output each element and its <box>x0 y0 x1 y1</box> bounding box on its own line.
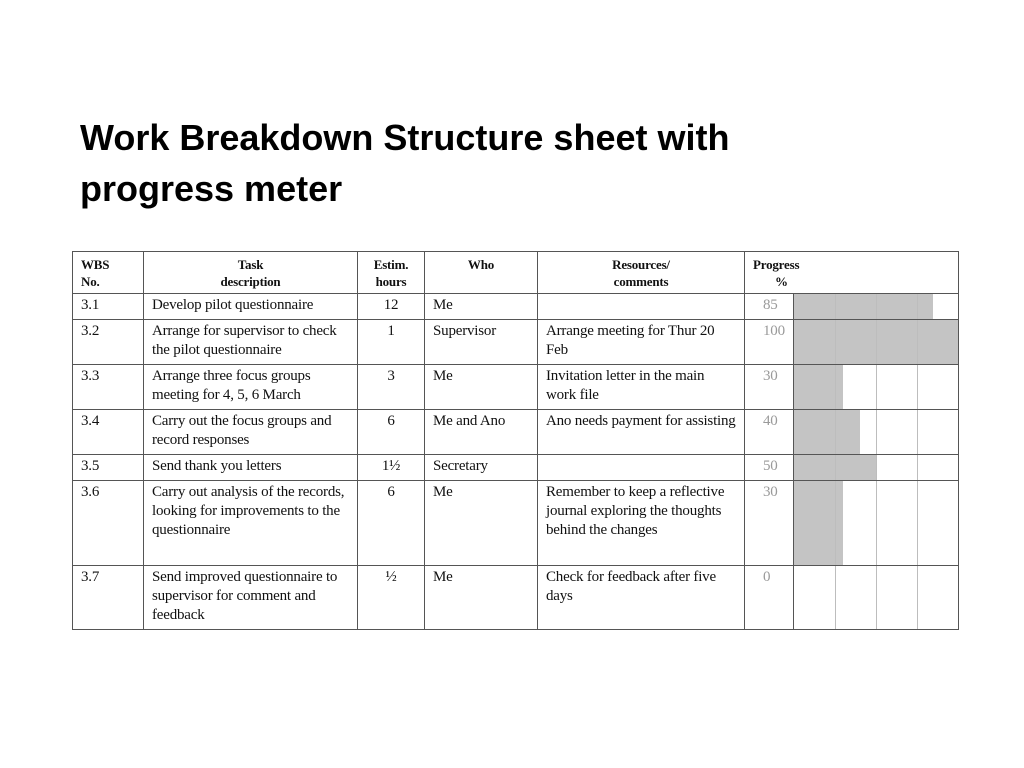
meter-gridline <box>876 320 877 364</box>
cell-progress-percent: 30 <box>745 365 794 410</box>
cell-resources <box>538 294 745 320</box>
cell-who: Me and Ano <box>425 410 538 455</box>
cell-resources: Check for feedback after five days <box>538 566 745 630</box>
meter-gridline <box>835 320 836 364</box>
cell-task: Develop pilot questionnaire <box>144 294 358 320</box>
header-estimated-hours: Estim. hours <box>358 252 425 294</box>
table-row <box>73 365 959 410</box>
table-row <box>73 410 959 455</box>
header-task-description: Task description <box>144 252 358 294</box>
table-row <box>73 566 959 630</box>
cell-wbs-no: 3.6 <box>73 481 144 566</box>
header-wbs-no: WBS No. <box>73 252 144 294</box>
cell-wbs-no: 3.4 <box>73 410 144 455</box>
meter-gridline <box>917 320 918 364</box>
progress-meter <box>793 455 958 481</box>
meter-gridline <box>917 294 918 319</box>
cell-resources: Remember to keep a reflective journal exploring the thoughts behind the changes <box>538 481 745 566</box>
progress-bar <box>794 410 860 454</box>
cell-task: Arrange three focus groups meeting for 4, 5, 6 March <box>144 365 358 410</box>
table-row <box>73 320 959 365</box>
wbs-table <box>72 251 959 630</box>
cell-task: Arrange for supervisor to check the pilot questionnaire <box>144 320 358 365</box>
cell-who: Me <box>425 294 538 320</box>
meter-gridline <box>876 481 877 565</box>
cell-progress-percent: 40 <box>745 410 794 455</box>
meter-gridline <box>917 455 918 480</box>
progress-meter <box>793 566 958 630</box>
meter-gridline <box>835 455 836 480</box>
meter-gridline <box>835 410 836 454</box>
cell-hours: 12 <box>358 294 425 320</box>
cell-hours: 6 <box>358 410 425 455</box>
table-row <box>73 481 959 566</box>
meter-gridline <box>876 410 877 454</box>
header-resources-comments: Resources/ comments <box>538 252 745 294</box>
cell-wbs-no: 3.7 <box>73 566 144 630</box>
cell-who: Me <box>425 365 538 410</box>
cell-wbs-no: 3.5 <box>73 455 144 481</box>
cell-wbs-no: 3.2 <box>73 320 144 365</box>
meter-gridline <box>835 294 836 319</box>
progress-meter <box>793 365 958 410</box>
progress-meter <box>793 481 958 566</box>
meter-gridline <box>876 455 877 480</box>
meter-gridline <box>917 481 918 565</box>
cell-who: Me <box>425 566 538 630</box>
cell-hours: ½ <box>358 566 425 630</box>
cell-task: Send thank you letters <box>144 455 358 481</box>
cell-progress-percent: 0 <box>745 566 794 630</box>
cell-resources: Ano needs payment for assisting <box>538 410 745 455</box>
cell-task: Send improved questionnaire to supervisor for comment and feedback <box>144 566 358 630</box>
meter-gridline <box>917 566 918 629</box>
meter-gridline <box>835 481 836 565</box>
table-row <box>73 294 959 320</box>
cell-resources <box>538 455 745 481</box>
cell-hours: 1½ <box>358 455 425 481</box>
progress-meter <box>793 320 958 365</box>
header-who: Who <box>425 252 538 294</box>
meter-gridline <box>876 294 877 319</box>
header-progress: Progress % <box>745 252 959 294</box>
cell-task: Carry out analysis of the records, looking for improvements to the questionnaire <box>144 481 358 566</box>
cell-who: Secretary <box>425 455 538 481</box>
cell-resources: Arrange meeting for Thur 20 Feb <box>538 320 745 365</box>
cell-wbs-no: 3.1 <box>73 294 144 320</box>
cell-hours: 6 <box>358 481 425 566</box>
slide-title-line-2: progress meter <box>80 168 343 209</box>
cell-wbs-no: 3.3 <box>73 365 144 410</box>
cell-hours: 3 <box>358 365 425 410</box>
slide-title-line-1: Work Breakdown Structure sheet with <box>80 117 730 158</box>
meter-gridline <box>876 566 877 629</box>
progress-meter <box>793 294 958 320</box>
table-row <box>73 455 959 481</box>
meter-gridline <box>835 566 836 629</box>
meter-gridline <box>876 365 877 409</box>
progress-meter <box>793 410 958 455</box>
cell-progress-percent: 85 <box>745 294 794 320</box>
cell-progress-percent: 50 <box>745 455 794 481</box>
slide-title <box>80 112 940 214</box>
cell-progress-percent: 30 <box>745 481 794 566</box>
cell-resources: Invitation letter in the main work file <box>538 365 745 410</box>
cell-who: Me <box>425 481 538 566</box>
cell-task: Carry out the focus groups and record responses <box>144 410 358 455</box>
meter-gridline <box>835 365 836 409</box>
progress-bar <box>794 294 933 319</box>
meter-gridline <box>917 410 918 454</box>
meter-gridline <box>917 365 918 409</box>
cell-who: Supervisor <box>425 320 538 365</box>
cell-hours: 1 <box>358 320 425 365</box>
table-header-row <box>73 252 959 294</box>
cell-progress-percent: 100 <box>745 320 794 365</box>
